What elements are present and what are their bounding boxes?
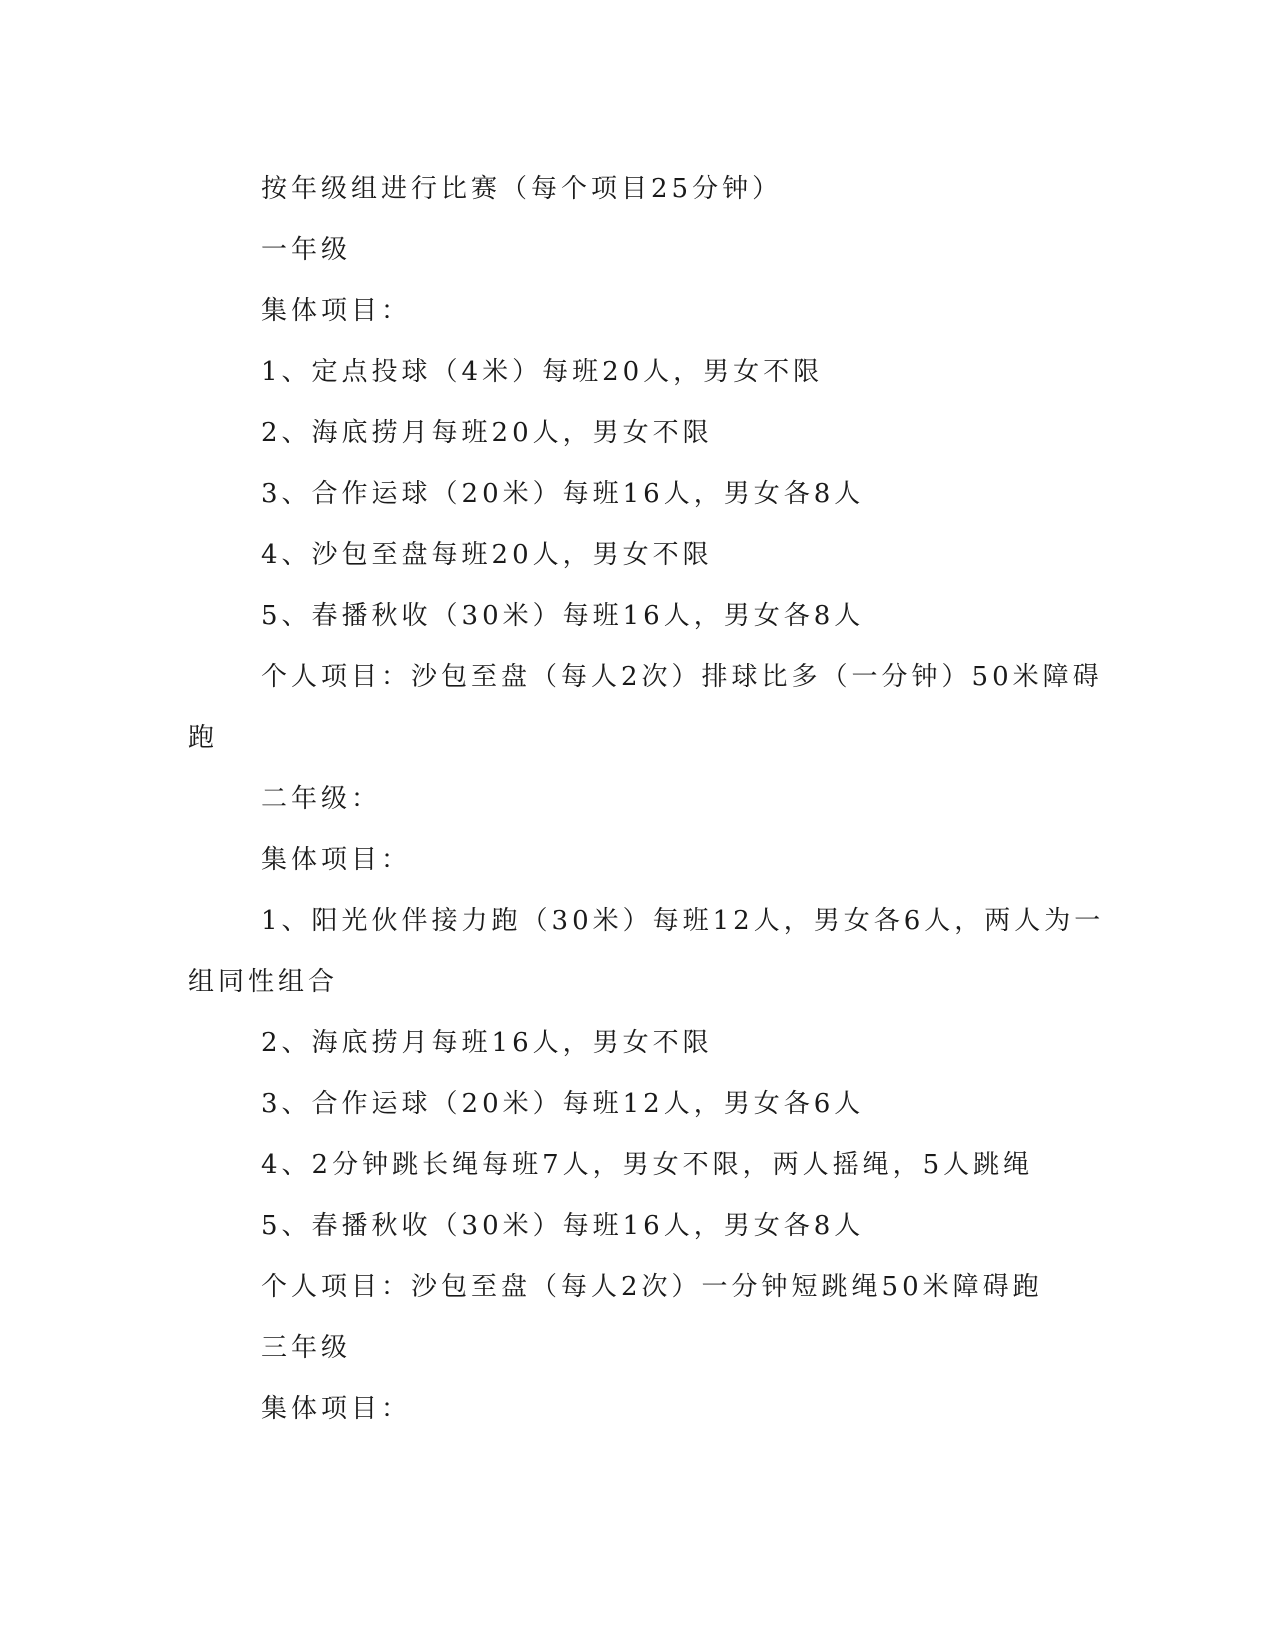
intro-line: 按年级组进行比赛（每个项目25分钟）: [261, 174, 783, 204]
grade-1-event-4: 4、沙包至盘每班20人，男女不限: [261, 540, 713, 570]
grade-3-group-events-heading: 集体项目：: [261, 1394, 412, 1424]
grade-2-group-events-heading: 集体项目：: [261, 845, 412, 875]
grade-1-event-2: 2、海底捞月每班20人，男女不限: [261, 418, 713, 448]
grade-2-event-2: 2、海底捞月每班16人，男女不限: [261, 1028, 713, 1058]
grade-2-individual-events: 个人项目：沙包至盘（每人2次）一分钟短跳绳50米障碍跑: [261, 1272, 1043, 1302]
grade-1-individual-events: 个人项目：沙包至盘（每人2次）排球比多（一分钟）50米障碍: [261, 662, 1103, 692]
grade-1-event-1: 1、定点投球（4米）每班20人，男女不限: [261, 357, 824, 387]
grade-2-event-3: 3、合作运球（20米）每班12人，男女各6人: [261, 1089, 865, 1119]
grade-1-event-3: 3、合作运球（20米）每班16人，男女各8人: [261, 479, 865, 509]
grade-2-event-1: 1、阳光伙伴接力跑（30米）每班12人，男女各6人，两人为一: [261, 906, 1105, 936]
grade-1-group-events-heading: 集体项目：: [261, 296, 412, 326]
grade-1-event-5: 5、春播秋收（30米）每班16人，男女各8人: [261, 601, 865, 631]
grade-3-heading: 三年级: [261, 1333, 352, 1363]
grade-2-event-1-continued: 组同性组合: [188, 967, 339, 997]
grade-1-heading: 一年级: [261, 235, 352, 265]
grade-1-individual-events-continued: 跑: [188, 723, 219, 753]
grade-2-event-4: 4、2分钟跳长绳每班7人，男女不限，两人摇绳，5人跳绳: [261, 1150, 1034, 1180]
grade-2-heading: 二年级：: [261, 784, 382, 814]
grade-2-event-5: 5、春播秋收（30米）每班16人，男女各8人: [261, 1211, 865, 1241]
document-body: [188, 159, 1105, 1440]
